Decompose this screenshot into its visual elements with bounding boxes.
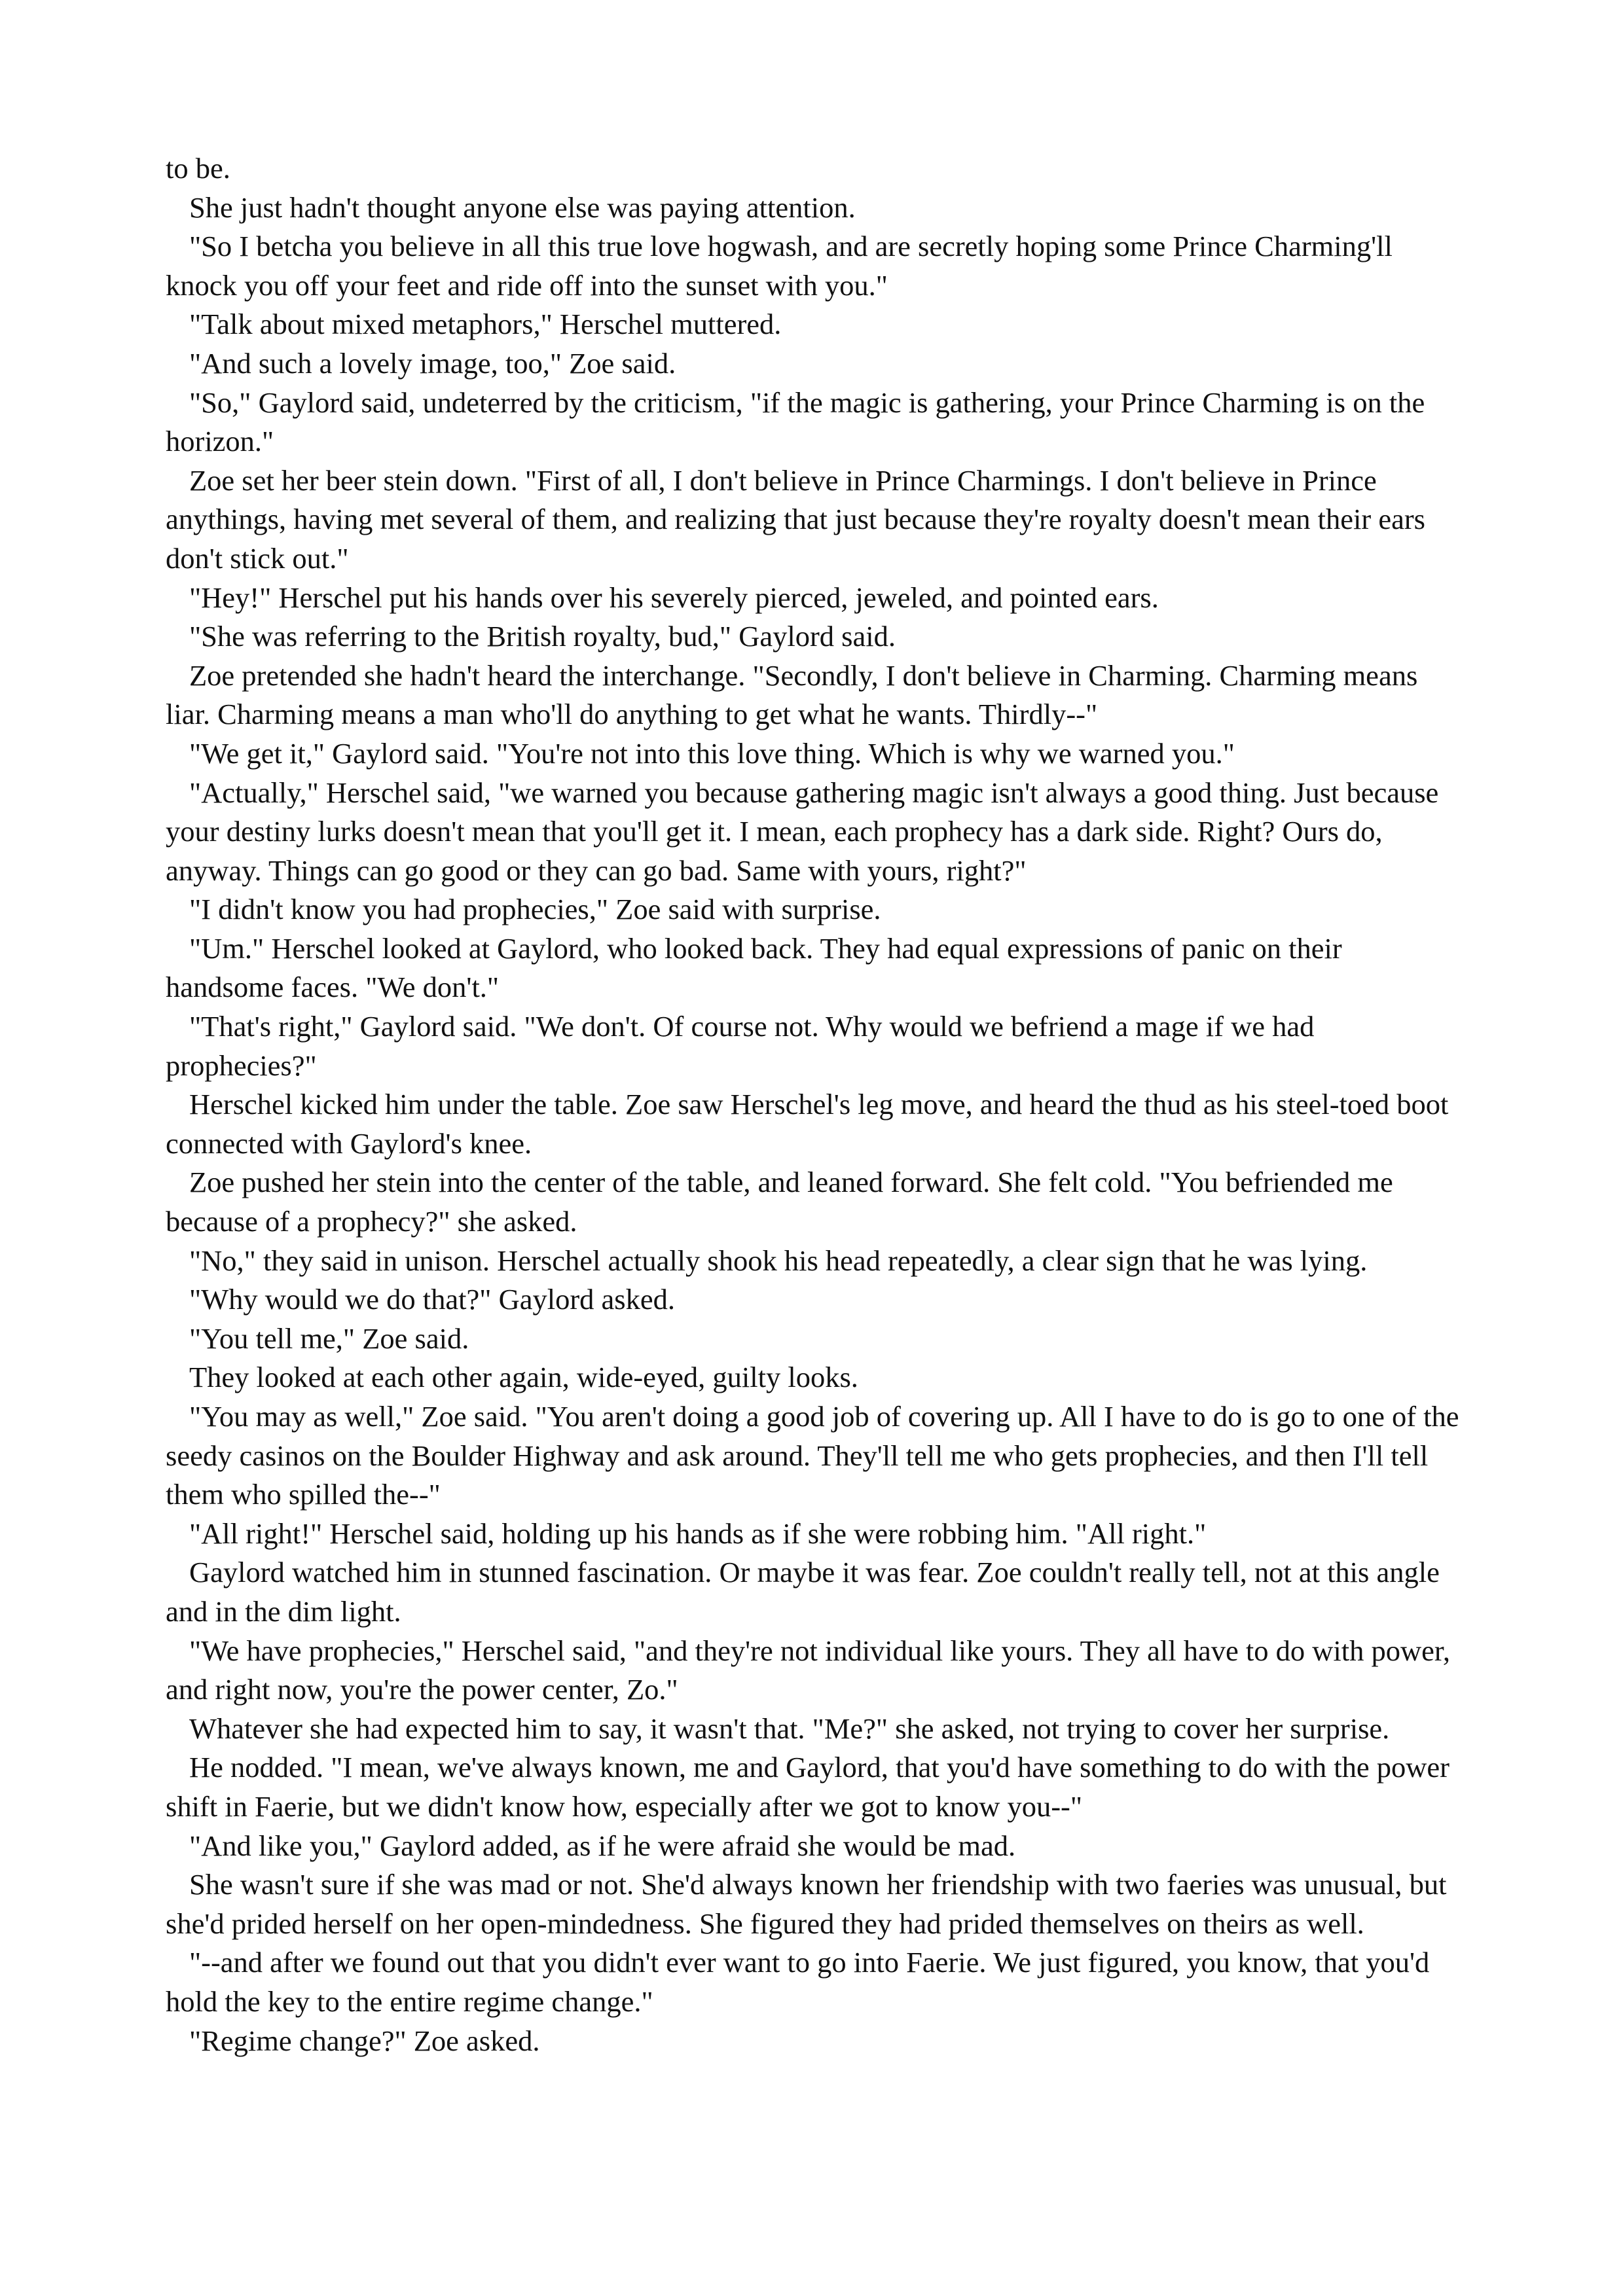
paragraph: "She was referring to the British royalty, bud," Gaylord said. [189, 620, 896, 653]
paragraph: She just hadn't thought anyone else was paying attention. [189, 190, 856, 224]
paragraph: to be. [166, 152, 230, 185]
paragraph: "We get it," Gaylord said. "You're not into this love thing. Which is why we warned you." [189, 736, 1235, 770]
paragraph: Zoe set her beer stein down. "First of all, I don't believe in Prince Charmings. I don't believe in Prince anythings, having met several of them, and realizing that just because they're royalty doesn't mean their ears don't stick out." [166, 463, 1425, 575]
paragraph: "Why would we do that?" Gaylord asked. [189, 1283, 675, 1316]
body-text [166, 149, 1465, 2060]
paragraph: "I didn't know you had prophecies," Zoe said with surprise. [189, 893, 881, 926]
paragraph: She wasn't sure if she was mad or not. She'd always known her friendship with two faeries was unusual, but she'd prided herself on her open-mindedness. She figured they had prided themselves on theirs as well. [166, 1868, 1447, 1940]
paragraph: Zoe pushed her stein into the center of the table, and leaned forward. She felt cold. "You befriended me because of a prophecy?" she asked. [166, 1166, 1393, 1238]
paragraph: "Actually," Herschel said, "we warned you because gathering magic isn't always a good thing. Just because your destiny lurks doesn't mean that you'll get it. I mean, each prophecy has a dark side. Right? Ours do, anyway. Things can go good or they can go bad. Same with yours, right?" [166, 776, 1439, 887]
paragraph: Zoe pretended she hadn't heard the interchange. "Secondly, I don't believe in Charming. Charming means liar. Charming means a man who'll do anything to get what he wants. Thirdly--" [166, 658, 1418, 731]
paragraph: "So I betcha you believe in all this true love hogwash, and are secretly hoping some Prince Charming'll knock you off your feet and ride off into the sunset with you." [166, 230, 1393, 302]
paragraph: Gaylord watched him in stunned fascination. Or maybe it was fear. Zoe couldn't really tell, not at this angle and in the dim light. [166, 1556, 1440, 1628]
paragraph: "You may as well," Zoe said. "You aren't doing a good job of covering up. All I have to do is go to one of the seedy casinos on the Boulder Highway and ask around. They'll tell me who gets prophecies, and then I'll tell them who spilled the--" [166, 1400, 1459, 1511]
paragraph: "You tell me," Zoe said. [189, 1321, 469, 1355]
paragraph: "Regime change?" Zoe asked. [189, 2024, 540, 2057]
paragraph: "Talk about mixed metaphors," Herschel muttered. [189, 308, 782, 341]
paragraph: "Um." Herschel looked at Gaylord, who looked back. They had equal expressions of panic on their handsome faces. "We don't." [166, 931, 1342, 1004]
paragraph: They looked at each other again, wide-eyed, guilty looks. [189, 1361, 858, 1394]
paragraph: "No," they said in unison. Herschel actually shook his head repeatedly, a clear sign that he was lying. [189, 1244, 1368, 1277]
paragraph: "So," Gaylord said, undeterred by the criticism, "if the magic is gathering, your Prince Charming is on the horizon." [166, 386, 1425, 458]
paragraph: Herschel kicked him under the table. Zoe saw Herschel's leg move, and heard the thud as his steel-toed boot connected with Gaylord's knee. [166, 1088, 1449, 1160]
paragraph: "That's right," Gaylord said. "We don't. Of course not. Why would we befriend a mage if we had prophecies?" [166, 1010, 1315, 1082]
paragraph: "And such a lovely image, too," Zoe said. [189, 346, 676, 380]
paragraph: "And like you," Gaylord added, as if he were afraid she would be mad. [189, 1829, 1016, 1862]
paragraph: "Hey!" Herschel put his hands over his severely pierced, jeweled, and pointed ears. [189, 581, 1159, 614]
paragraph: "All right!" Herschel said, holding up his hands as if she were robbing him. "All right." [189, 1516, 1207, 1550]
paragraph: He nodded. "I mean, we've always known, me and Gaylord, that you'd have something to do with the power shift in Faerie, but we didn't know how, especially after we got to know you--" [166, 1751, 1450, 1823]
paragraph: "--and after we found out that you didn't ever want to go into Faerie. We just figured, you know, that you'd hold the key to the entire regime change." [166, 1946, 1430, 2018]
paragraph: "We have prophecies," Herschel said, "and they're not individual like yours. They all have to do with power, and right now, you're the power center, Zo." [166, 1634, 1451, 1706]
paragraph: Whatever she had expected him to say, it wasn't that. "Me?" she asked, not trying to cover her surprise. [189, 1712, 1390, 1745]
